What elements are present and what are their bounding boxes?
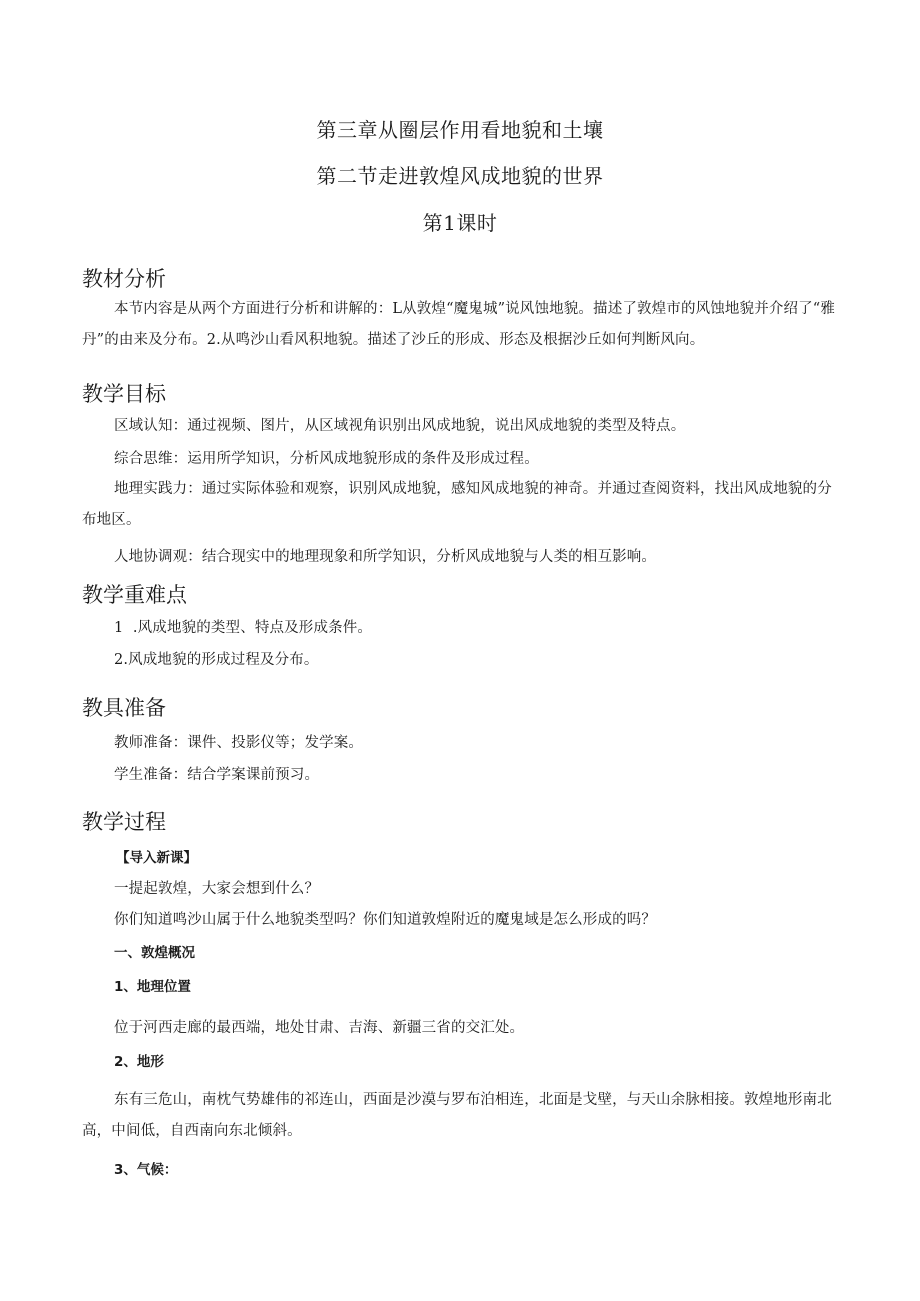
goal-practice-text: 地理实践力：通过实际体验和观察，识别风成地貌，感知风成地貌的神奇。并通过查阅资料，找出风成地貌的分布地区。 [82,481,832,528]
keypoint-1: 1 .风成地貌的类型、特点及形成条件。 [114,620,373,636]
goal-synthesis: 综合思维：运用所学知识，分析风成地貌形成的条件及形成过程。 [114,451,539,467]
analysis-text: 本节内容是从两个方面进行分析和讲解的：L从敦煌“魔鬼城”说风蚀地貌。描述了敦煌市的风蚀地貌并介绍了“雅丹”的由来及分布。2.从鸣沙山看风积地貌。描述了沙丘的形成、形态及根据沙丘如何判断风向。 [82,301,836,348]
tools-student: 学生准备：结合学案课前预习。 [114,767,320,783]
process-heading: 教学过程 [82,810,166,834]
intro-line-2: 你们知道鸣沙山属于什么地貌类型吗？你们知道敦煌附近的魔鬼域是怎么形成的吗？ [114,912,657,928]
terrain-heading: 2、地形 [114,1054,164,1070]
lesson-title: 第1课时 [422,211,498,235]
tools-heading: 教具准备 [82,696,166,720]
intro-label: 【导入新课】 [116,850,197,866]
keypoint-2: 2.风成地貌的形成过程及分布。 [114,652,319,668]
chapter-title: 第三章从圈层作用看地貌和土壤 [316,118,604,142]
tools-teacher: 教师准备：课件、投影仪等；发学案。 [114,735,364,751]
goal-practice [82,474,844,536]
intro-line-1: 一提起敦煌，大家会想到什么？ [114,881,320,897]
goals-heading: 教学目标 [82,382,166,406]
analysis-heading: 教材分析 [82,267,166,291]
terrain-text: 东有三危山，南枕气势雄伟的祁连山，西面是沙漠与罗布泊相连，北面是戈壁，与天山余脉相接。敦煌地形南北高，中间低，自西南向东北倾斜。 [82,1092,832,1139]
overview-heading: 一、敦煌概况 [114,945,195,961]
location-text: 位于河西走廊的最西端，地处甘肃、吉海、新疆三省的交汇处。 [114,1020,525,1036]
analysis-paragraph [82,294,844,356]
keypoints-heading: 教学重难点 [82,583,187,607]
location-heading: 1、地理位置 [114,979,191,995]
terrain-paragraph [82,1085,844,1147]
goal-regional: 区域认知：通过视频、图片，从区域视角识别出风成地貌，说出风成地貌的类型及特点。 [114,418,686,434]
climate-heading: 3、气候： [114,1162,178,1178]
section-title: 第二节走进敦煌风成地貌的世界 [316,164,604,188]
goal-human-land: 人地协调观：结合现实中的地理现象和所学知识，分析风成地貌与人类的相互影响。 [114,549,657,565]
